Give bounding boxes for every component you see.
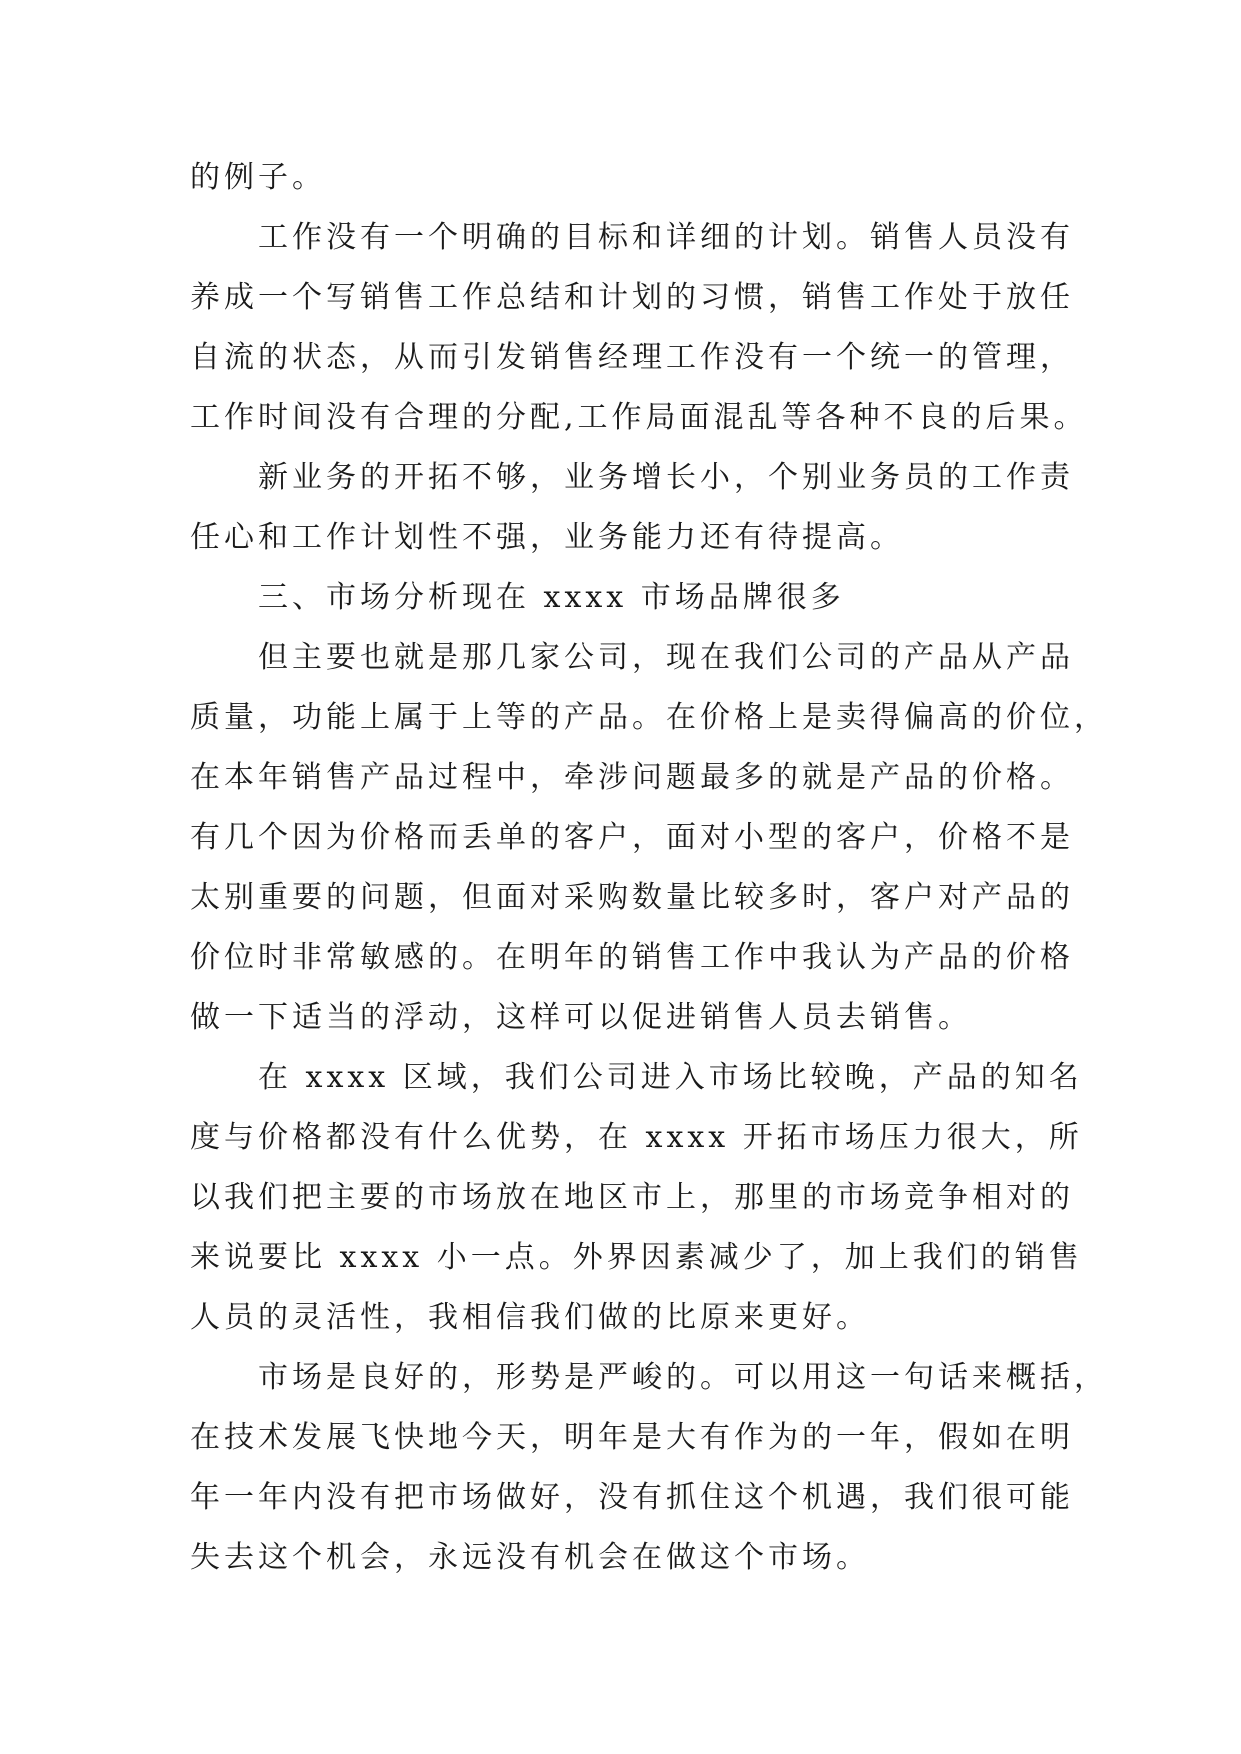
text-line: 在 xxxx 区域，我们公司进入市场比较晚，产品的知名 [258,1060,1083,1095]
text-line: 的例子。 [190,160,326,195]
text-line: 新业务的开拓不够，业务增长小，个别业务员的工作责 [258,460,1074,495]
text-line: 质量，功能上属于上等的产品。在价格上是卖得偏高的价位， [190,700,1108,735]
text-line: 以我们把主要的市场放在地区市上，那里的市场竞争相对的 [190,1180,1074,1215]
text-line: 任心和工作计划性不强，业务能力还有待提高。 [190,520,904,555]
text-line: 人员的灵活性，我相信我们做的比原来更好。 [190,1300,870,1335]
text-line: 价位时非常敏感的。在明年的销售工作中我认为产品的价格 [190,940,1074,975]
text-line: 自流的状态，从而引发销售经理工作没有一个统一的管理， [190,340,1074,375]
text-line: 度与价格都没有什么优势，在 xxxx 开拓市场压力很大，所 [190,1120,1083,1155]
text-line: 在技术发展飞快地今天，明年是大有作为的一年，假如在明 [190,1420,1074,1455]
text-line: 养成一个写销售工作总结和计划的习惯，销售工作处于放任 [190,280,1074,315]
text-line: 但主要也就是那几家公司，现在我们公司的产品从产品 [258,640,1074,675]
text-line: 工作没有一个明确的目标和详细的计划。销售人员没有 [258,220,1074,255]
section-heading: 三、市场分析现在 xxxx 市场品牌很多 [258,580,845,615]
text-line: 太别重要的问题，但面对采购数量比较多时，客户对产品的 [190,880,1074,915]
text-line: 在本年销售产品过程中，牵涉问题最多的就是产品的价格。 [190,760,1074,795]
text-line: 工作时间没有合理的分配,工作局面混乱等各种不良的后果。 [190,400,1088,435]
text-line: 做一下适当的浮动，这样可以促进销售人员去销售。 [190,1000,972,1035]
text-line: 市场是良好的，形势是严峻的。可以用这一句话来概括， [258,1360,1108,1395]
text-line: 失去这个机会，永远没有机会在做这个市场。 [190,1540,870,1575]
text-line: 来说要比 xxxx 小一点。外界因素减少了，加上我们的销售 [190,1240,1083,1275]
text-line: 年一年内没有把市场做好，没有抓住这个机遇，我们很可能 [190,1480,1074,1515]
document-body [190,148,1108,1588]
text-line: 有几个因为价格而丢单的客户，面对小型的客户，价格不是 [190,820,1074,855]
